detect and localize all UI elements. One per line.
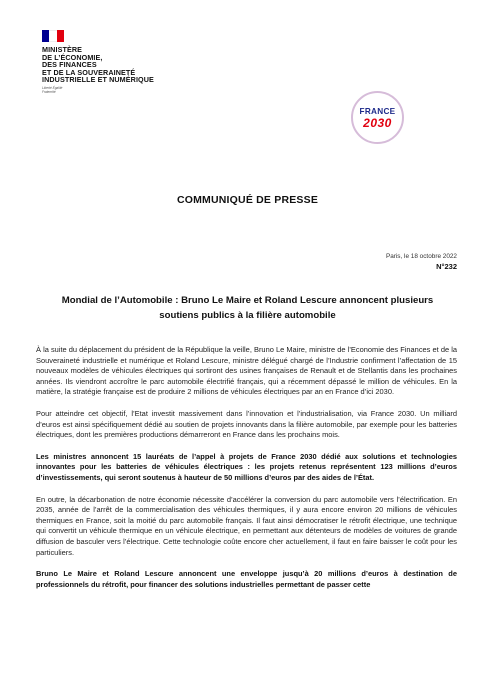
dateline	[386, 252, 457, 272]
release-number: N°232	[436, 262, 457, 271]
ministry-line: MINISTÈRE	[42, 45, 83, 54]
body-paragraph: Pour atteindre cet objectif, l’Etat investit massivement dans l’innovation et l’industrialisation, via France 2030. Un milliard d’euros est ainsi spécifiquement dédié au soutien de projets innovants dans la filière automobile, par exemple pour les batteries électriques, dont les premières productions démarreront en France dans les prochains mois.	[36, 408, 457, 440]
place-date: Paris, le 18 octobre 2022	[385, 253, 457, 260]
title-line: soutiens publics à la filière automobile	[159, 310, 336, 321]
france-2030-logo	[351, 91, 404, 144]
ministry-name	[42, 46, 182, 84]
body-paragraph: À la suite du déplacement du président de la République la veille, Bruno Le Maire, ministre de l’Economie des Finances et de la Souveraineté industrielle et numérique et Roland Lescure, ministre délégué chargé de l’Industrie confirment l’affectation de 15 nouveaux modèles de véhicules électriques qui sortiront des usines françaises de Renault et de Stellantis dans les prochaines années. Ils viendront accroître le parc automobile électrifié français, qui a récemment dépassé le million de véhicules. En la matière, la stratégie française est de produire 2 millions de véhicules électriques par an en France d’ici 2030.	[36, 345, 457, 397]
body-paragraph-highlight: Bruno Le Maire et Roland Lescure annoncent une enveloppe jusqu’à 20 millions d’euros à destination de professionnels du rétrofit, pour financer des solutions industrielles permettant de passer cette	[36, 569, 457, 589]
body-paragraph: En outre, la décarbonation de notre économie nécessite d’accélérer la conversion du parc automobile vers l’électrification. En 2035, année de l’arrêt de la commercialisation des véhicules thermiques, il y aura encore environ 20 millions de véhicules thermiques en France, soit la moitié du parc automobile français. Il faut ainsi démocratiser le rétrofit électrique, une technique qui convertit un véhicule thermique en un véhicule électrique, en permettant aux détenteurs de modèles de voitures de grande diffusion de basculer vers l’électrique. Cette technologie coûte encore cher actuellement, il faut en faire baisser le coût pour les particuliers.	[36, 494, 457, 557]
release-title	[40, 293, 455, 323]
ministry-line: INDUSTRIELLE ET NUMÉRIQUE	[42, 75, 154, 85]
ministry-line: ET DE LA SOUVERAINETÉ	[42, 67, 136, 77]
france-2030-year: 2030	[363, 116, 392, 130]
ministry-logo	[42, 30, 182, 94]
title-line: Mondial de l’Automobile : Bruno Le Maire et Roland Lescure annoncent plusieurs	[61, 295, 434, 306]
ministry-line: DE L’ÉCONOMIE,	[42, 52, 103, 62]
ministry-line: DES FINANCES	[42, 60, 97, 70]
france-2030-word: FRANCE	[359, 107, 396, 116]
release-body	[36, 345, 457, 601]
flag-icon	[42, 30, 64, 42]
republic-motto: Liberté Égalité Fraternité	[42, 85, 63, 94]
body-paragraph-highlight: Les ministres annoncent 15 lauréats de l’appel à projets de France 2030 dédié aux solutions et technologies innovantes pour les batteries de véhicules électriques : les projets retenus représentent 123 millions d’euros d’investissements, qui seront soutenus à hauteur de 50 millions d’euros par des aides de l’État.	[36, 451, 457, 482]
press-heading: COMMUNIQUÉ DE PRESSE	[176, 194, 319, 206]
